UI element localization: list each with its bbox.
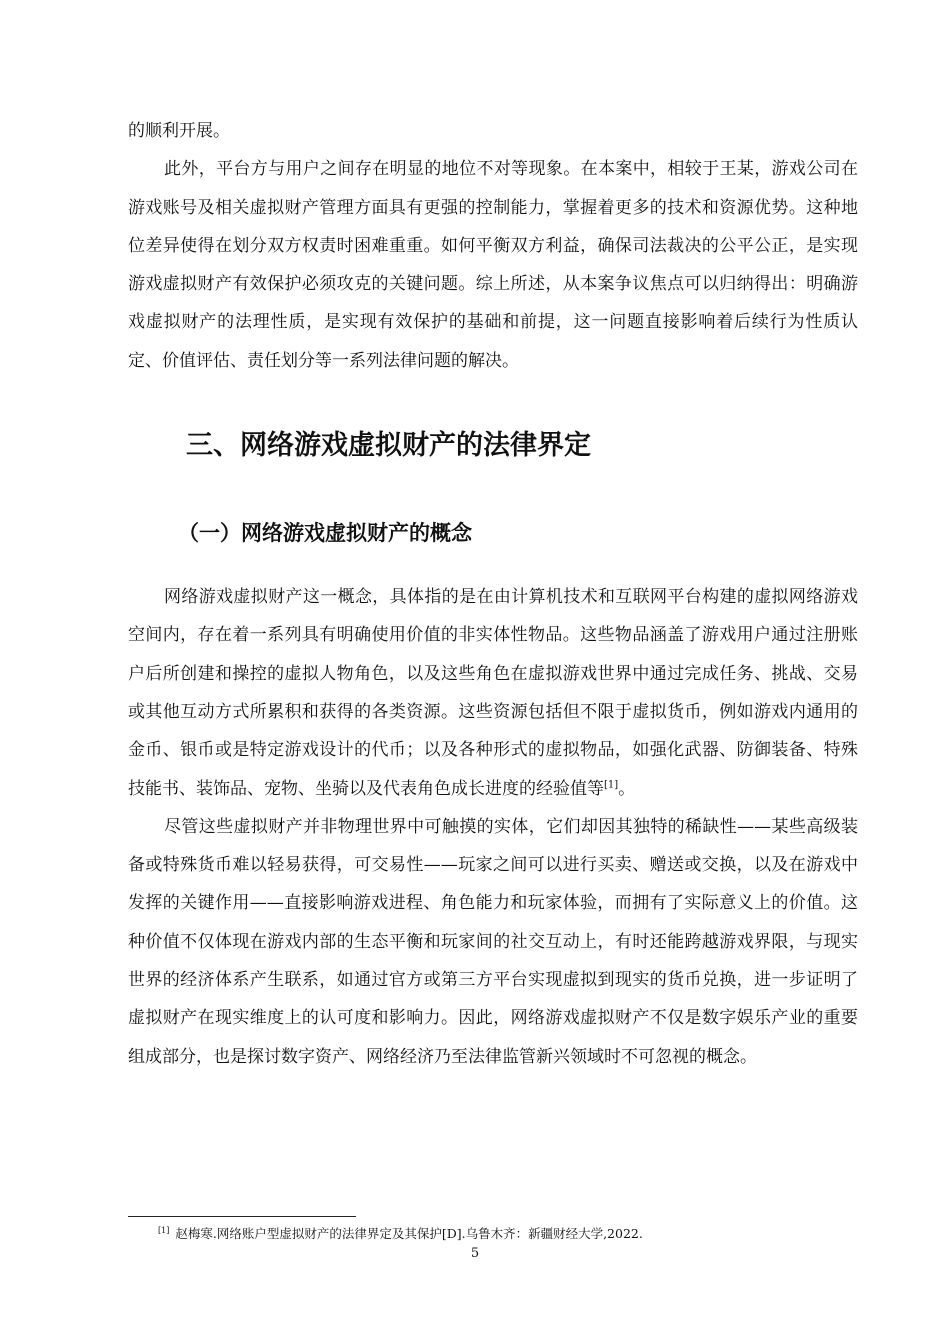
- paragraph-concept-text: 网络游戏虚拟财产这一概念，具体指的是在由计算机技术和互联网平台构建的虚拟网络游戏空间内，存在着一系列具有明确使用价值的非实体性物品。这些物品涵盖了游戏用户通过注册账户后所创建和操控的虚拟人物角色，以及这些角色在虚拟游戏世界中通过完成任务、挑战、交易或其他互动方式所累积和获得的各类资源。这些资源包括但不限于虚拟货币，例如游戏内通用的金币、银币或是特定游戏设计的代币；以及各种形式的虚拟物品，如强化武器、防御装备、特殊技能书、装饰品、宠物、坐骑以及代表角色成长进度的经验值等: [128, 587, 858, 799]
- section-heading: 三、网络游戏虚拟财产的法律界定: [186, 430, 591, 462]
- page-number: 5: [470, 1246, 480, 1261]
- body-content: [128, 112, 858, 1076]
- subsection-heading: （一）网络游戏虚拟财产的概念: [178, 521, 472, 546]
- paragraph-continuation: 的顺利开展。: [128, 121, 230, 141]
- paragraph-concept-end: 。: [618, 778, 636, 799]
- footnote-text: 赵梅寒.网络账户型虚拟财产的法律界定及其保护[D].乌鲁木齐：新疆财经大学,2022.: [175, 1226, 643, 1241]
- footnote: [158, 1226, 643, 1242]
- paragraph-concept-definition: [128, 578, 858, 808]
- paragraph-status-imbalance: 此外，平台方与用户之间存在明显的地位不对等现象。在本案中，相较于王某，游戏公司在游戏账号及相关虚拟财产管理方面具有更强的控制能力，掌握着更多的技术和资源优势。这种地位差异使得在划分双方权责时困难重重。如何平衡双方利益，确保司法裁决的公平公正，是实现游戏虚拟财产有效保护必须攻克的关键问题。综上所述，从本案争议焦点可以归纳得出：明确游戏虚拟财产的法理性质，是实现有效保护的基础和前提，这一问题直接影响着后续行为性质认定、价值评估、责任划分等一系列法律问题的解决。: [128, 159, 858, 371]
- paragraph-value-discussion: 尽管这些虚拟财产并非物理世界中可触摸的实体，它们却因其独特的稀缺性——某些高级装备或特殊货币难以轻易获得，可交易性——玩家之间可以进行买卖、赠送或交换，以及在游戏中发挥的关键作用——直接影响游戏进程、角色能力和玩家体验，而拥有了实际意义上的价值。这种价值不仅体现在游戏内部的生态平衡和玩家间的社交互动上，有时还能跨越游戏界限，与现实世界的经济体系产生联系，如通过官方或第三方平台实现虚拟到现实的货币兑换，进一步证明了虚拟财产在现实维度上的认可度和影响力。因此，网络游戏虚拟财产不仅是数字娱乐产业的重要组成部分，也是探讨数字资产、网络经济乃至法律监管新兴领域时不可忽视的概念。: [128, 816, 858, 1067]
- footnote-mark: [1]: [158, 1225, 170, 1235]
- footnote-divider: [128, 1216, 356, 1217]
- citation-reference[interactable]: [1]: [604, 778, 619, 790]
